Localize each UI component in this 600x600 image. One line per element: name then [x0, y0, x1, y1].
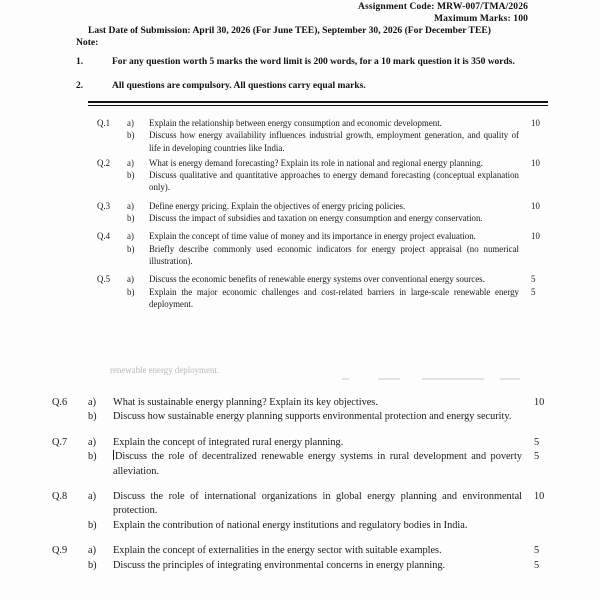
- question-row: [97, 243, 555, 268]
- ghost-dash: [422, 378, 484, 380]
- question-part-label: b): [127, 213, 135, 224]
- question-row: [97, 157, 555, 169]
- question-text: Discuss the economic benefits of renewable energy systems over conventional energy sources.: [149, 274, 485, 285]
- question-number: Q.3: [97, 200, 111, 211]
- question-text: What is sustainable energy planning? Explain its key objectives.: [113, 397, 378, 408]
- question-row: [97, 129, 555, 154]
- ghost-dash: [342, 378, 349, 380]
- question-text: Define energy pricing. Explain the objectives of energy pricing policies.: [149, 200, 406, 211]
- question-row: [97, 169, 555, 194]
- question-part-label: a): [88, 545, 96, 557]
- question-part-label: b): [127, 286, 135, 297]
- question-part-label: b): [127, 170, 135, 181]
- question-text: Explain the relationship between energy consumption and economic development.: [149, 118, 442, 128]
- question-part-label: b): [88, 451, 97, 463]
- question-part-label: a): [127, 274, 134, 285]
- question-text: Discuss the principles of integrating environmental concerns in energy planning.: [113, 559, 446, 571]
- note-item: [76, 80, 550, 93]
- question-row: [52, 396, 560, 410]
- question-marks: 5: [531, 274, 536, 285]
- note-text: All questions are compulsory. All questions carry equal marks.: [112, 81, 366, 92]
- ghost-text: renewable energy deployment.: [110, 365, 220, 375]
- question-row: [97, 117, 555, 129]
- maximum-marks: Maximum Marks: 100: [434, 12, 528, 24]
- question-row: [97, 286, 555, 311]
- question-row: [52, 450, 560, 479]
- document-header: [0, 0, 600, 49]
- question-part-label: b): [88, 411, 97, 423]
- question-number: Q.2: [97, 157, 111, 168]
- question-part-label: a): [127, 231, 134, 242]
- question-marks: 10: [531, 118, 540, 128]
- question-number: Q.5: [97, 274, 111, 285]
- notes-list: [0, 56, 600, 93]
- question-text: Explain the major economic challenges and cost-related barriers in large-scale renewable energy deployment.: [149, 286, 519, 309]
- question-row: [97, 212, 555, 224]
- question-marks: 5: [534, 559, 540, 571]
- question-number: Q.9: [52, 545, 68, 557]
- question-text: What is energy demand forecasting? Explain its role in national and regional energy planning.: [149, 157, 483, 168]
- question-text-with-caret[interactable]: [113, 450, 526, 479]
- question-row: [97, 230, 555, 242]
- question-row: [97, 273, 555, 285]
- question-part-label: b): [88, 559, 97, 571]
- scan-ghost-artifact: [110, 365, 540, 383]
- question-number: Q.6: [52, 397, 68, 408]
- question-part-label: a): [127, 157, 134, 168]
- double-rule: [88, 101, 548, 106]
- question-text: Explain the contribution of national energy institutions and regulatory bodies in India.: [113, 519, 468, 531]
- question-text: Discuss how energy availability influences industrial growth, employment generation, and quality of life in developing countries like India.: [149, 130, 519, 153]
- question-text: Explain the concept of time value of money and its importance in energy project evaluation.: [149, 231, 476, 242]
- question-text: Discuss the role of international organizations in global energy planning and environmental protection.: [113, 491, 522, 517]
- note-text: For any question worth 5 marks the word limit is 200 words, for a 10 mark question it is 350 words.: [112, 57, 515, 67]
- question-number: Q.8: [52, 491, 68, 503]
- question-marks: 10: [534, 491, 545, 503]
- question-part-label: b): [127, 130, 135, 141]
- last-date-of-submission: Last Date of Submission: April 30, 2026 (For June TEE), September 30, 2026 (For December TEE): [88, 25, 491, 36]
- question-marks: 10: [534, 397, 545, 408]
- question-part-label: b): [127, 243, 135, 254]
- question-text: Discuss the role of decentralized renewable energy systems in rural development and poverty alleviation.: [113, 451, 522, 477]
- question-row: [52, 544, 560, 558]
- question-text: Explain the concept of integrated rural energy planning.: [113, 436, 344, 448]
- questions-lower-block: [0, 396, 600, 573]
- question-part-label: a): [88, 397, 96, 408]
- question-number: Q.7: [52, 436, 68, 448]
- question-part-label: b): [88, 519, 97, 531]
- question-row: [52, 490, 560, 519]
- question-text: Discuss qualitative and quantitative approaches to energy demand forecasting (conceptual explanation only).: [149, 170, 519, 193]
- ghost-dash: [500, 378, 520, 380]
- question-part-label: a): [88, 436, 96, 448]
- question-row: [52, 436, 560, 450]
- question-marks: 10: [531, 231, 540, 242]
- question-marks: 5: [531, 286, 536, 297]
- question-number: Q.1: [97, 118, 111, 128]
- question-marks: 10: [531, 200, 540, 211]
- question-text: Discuss how sustainable energy planning supports environmental protection and energy security.: [113, 411, 512, 423]
- question-row: [52, 559, 560, 573]
- question-row: [52, 410, 560, 424]
- question-part-label: a): [88, 491, 96, 503]
- question-marks: 5: [534, 451, 540, 463]
- question-text: Discuss the impact of subsidies and taxation on energy consumption and energy conservation.: [149, 213, 483, 224]
- question-row: [97, 200, 555, 212]
- question-part-label: a): [127, 200, 134, 211]
- note-item: [76, 56, 550, 69]
- question-text: Briefly describe commonly used economic indicators for energy project appraisal (no numerical illustration).: [149, 243, 519, 266]
- assignment-code: Assignment Code: MRW-007/TMA/2026: [358, 1, 528, 12]
- note-number: 2.: [76, 81, 84, 92]
- text-cursor: [113, 450, 114, 460]
- question-marks: 10: [531, 157, 540, 168]
- note-label: Note:: [76, 37, 99, 48]
- question-marks: 5: [534, 436, 540, 448]
- question-number: Q.4: [97, 231, 111, 242]
- ghost-dash: [378, 378, 400, 380]
- question-text: Explain the concept of externalities in the energy sector with suitable examples.: [113, 545, 442, 557]
- header-divider: [0, 101, 600, 106]
- question-marks: 5: [534, 545, 540, 557]
- question-part-label: a): [127, 118, 134, 128]
- questions-upper-block: [0, 117, 600, 310]
- note-number: 1.: [76, 57, 84, 67]
- question-row: [52, 519, 560, 533]
